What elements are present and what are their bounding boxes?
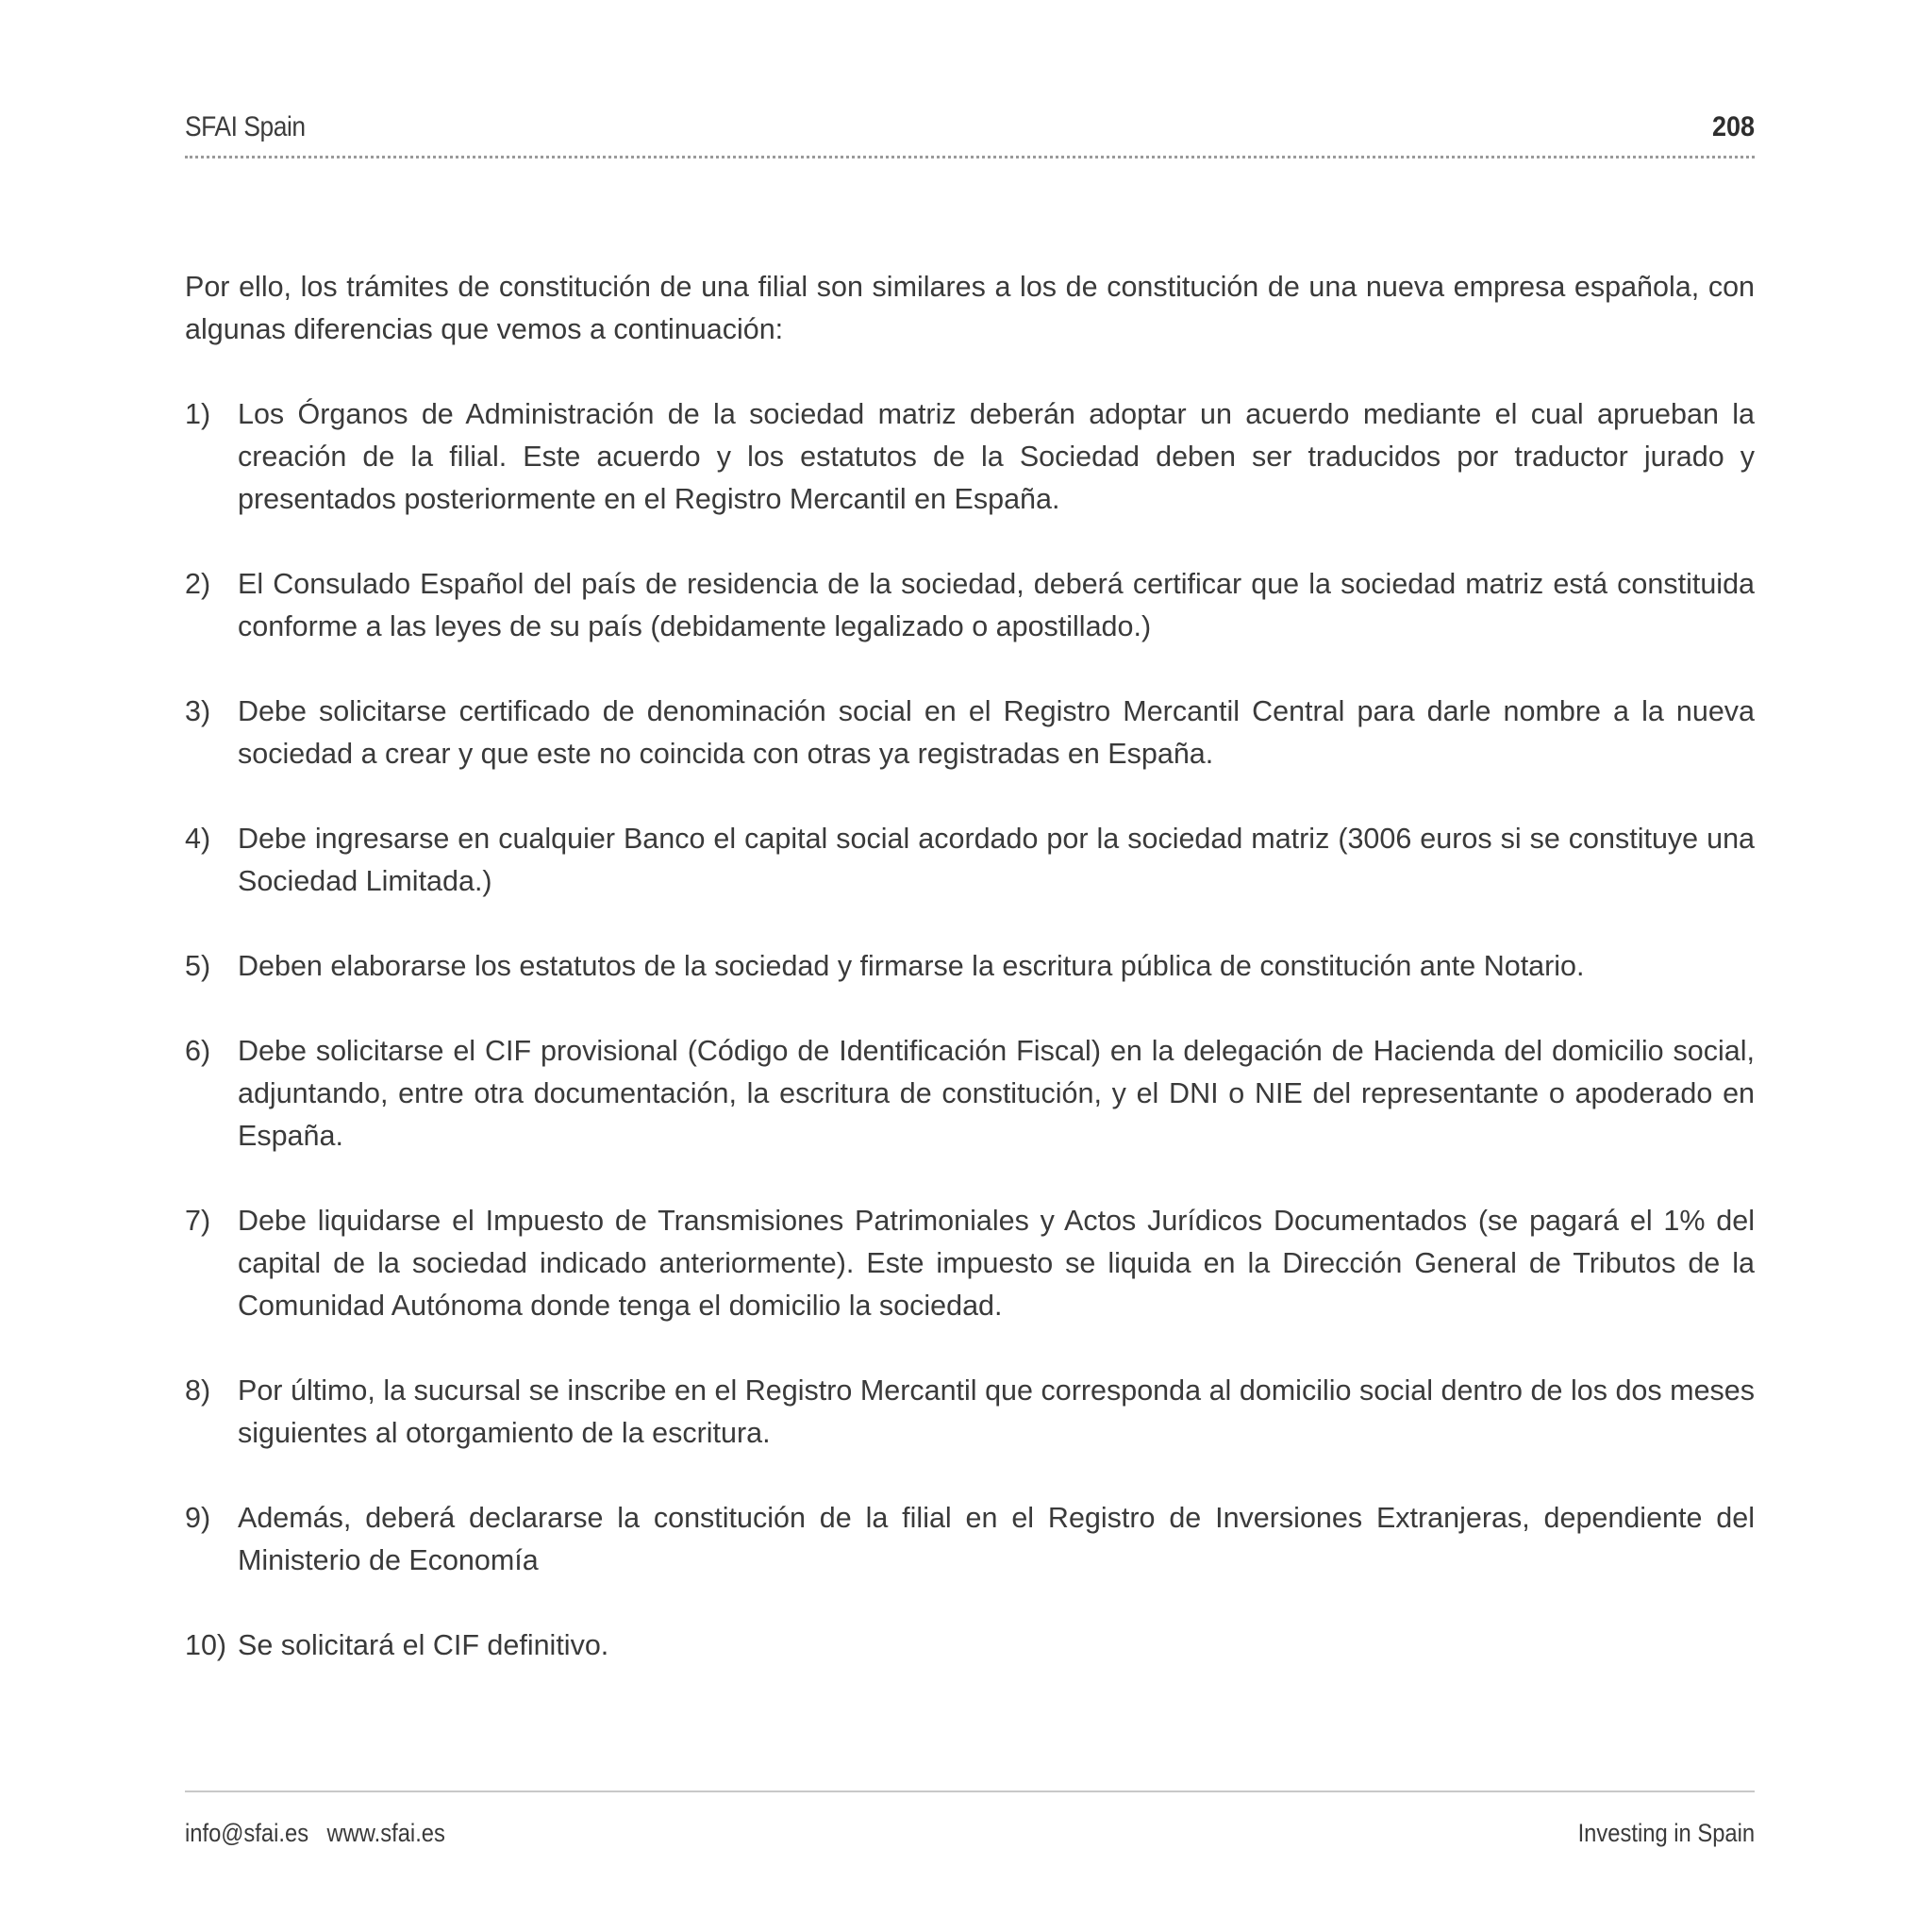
item-text: Debe ingresarse en cualquier Banco el capital social acordado por la sociedad matriz (3006 euros si se constituye una Sociedad Limitada.) bbox=[238, 823, 1755, 897]
item-text: Los Órganos de Administración de la sociedad matriz deberán adoptar un acuerdo mediante el cual aprueban la creación de la filial. Este acuerdo y los estatutos de la Sociedad deben ser traducidos por traductor jurado y presentados posteriormente en el Registro Mercantil en España. bbox=[238, 398, 1755, 515]
intro-paragraph: Por ello, los trámites de constitución de una filial son similares a los de constitución de una nueva empresa española, con algunas diferencias que vemos a continuación: bbox=[185, 271, 1755, 345]
item-number: 7) bbox=[185, 1205, 211, 1237]
item-text: Por último, la sucursal se inscribe en el Registro Mercantil que corresponda al domicilio social dentro de los dos meses siguientes al otorgamiento de la escritura. bbox=[238, 1374, 1755, 1449]
list-item bbox=[185, 1624, 1755, 1667]
item-number: 6) bbox=[185, 1035, 211, 1067]
footer-website: www.sfai.es bbox=[326, 1819, 445, 1847]
list-item bbox=[185, 393, 1755, 521]
page-header bbox=[185, 106, 1755, 143]
item-number: 4) bbox=[185, 823, 211, 855]
item-number: 9) bbox=[185, 1502, 211, 1534]
item-number: 2) bbox=[185, 568, 211, 600]
page-footer bbox=[185, 1819, 1755, 1857]
list-item bbox=[185, 1370, 1755, 1455]
list-item bbox=[185, 1030, 1755, 1158]
item-text: Se solicitará el CIF definitivo. bbox=[238, 1629, 609, 1661]
list-item bbox=[185, 1497, 1755, 1582]
item-text: Debe solicitarse el CIF provisional (Código de Identificación Fiscal) en la delegación de Hacienda del domicilio social, adjuntando, entre otra documentación, la escritura de constitución, y el DNI o NIE del representante o apoderado en España. bbox=[238, 1035, 1755, 1152]
main-content bbox=[185, 266, 1755, 1709]
page-number: 208 bbox=[1711, 111, 1755, 142]
footer-divider bbox=[185, 1790, 1755, 1792]
steps-list bbox=[185, 393, 1755, 1667]
list-item bbox=[185, 818, 1755, 903]
footer-contact bbox=[185, 1819, 445, 1848]
header-divider bbox=[185, 156, 1755, 158]
item-text: Debe liquidarse el Impuesto de Transmisiones Patrimoniales y Actos Jurídicos Documentados (se pagará el 1% del capital de la sociedad indicado anteriormente). Este impuesto se liquida en la Dirección General de Tributos de la Comunidad Autónoma donde tenga el domicilio la sociedad. bbox=[238, 1205, 1755, 1322]
footer-tagline: Investing in Spain bbox=[1577, 1819, 1755, 1847]
list-item bbox=[185, 563, 1755, 648]
list-item bbox=[185, 1200, 1755, 1327]
header-title: SFAI Spain bbox=[185, 111, 306, 142]
item-number: 5) bbox=[185, 950, 211, 982]
list-item bbox=[185, 945, 1755, 988]
item-number: 3) bbox=[185, 695, 211, 727]
item-text: Además, deberá declararse la constitución de la filial en el Registro de Inversiones Extranjeras, dependiente del Ministerio de Economía bbox=[238, 1502, 1755, 1576]
item-text: El Consulado Español del país de residencia de la sociedad, deberá certificar que la sociedad matriz está constituida conforme a las leyes de su país (debidamente legalizado o apostillado.) bbox=[238, 568, 1755, 642]
list-item bbox=[185, 691, 1755, 775]
item-number: 1) bbox=[185, 398, 211, 430]
footer-email: info@sfai.es bbox=[185, 1819, 309, 1847]
item-number: 8) bbox=[185, 1374, 211, 1407]
item-text: Deben elaborarse los estatutos de la sociedad y firmarse la escritura pública de constitución ante Notario. bbox=[238, 950, 1585, 982]
item-text: Debe solicitarse certificado de denominación social en el Registro Mercantil Central para darle nombre a la nueva sociedad a crear y que este no coincida con otras ya registradas en España. bbox=[238, 695, 1755, 770]
item-number: 10) bbox=[185, 1629, 227, 1661]
